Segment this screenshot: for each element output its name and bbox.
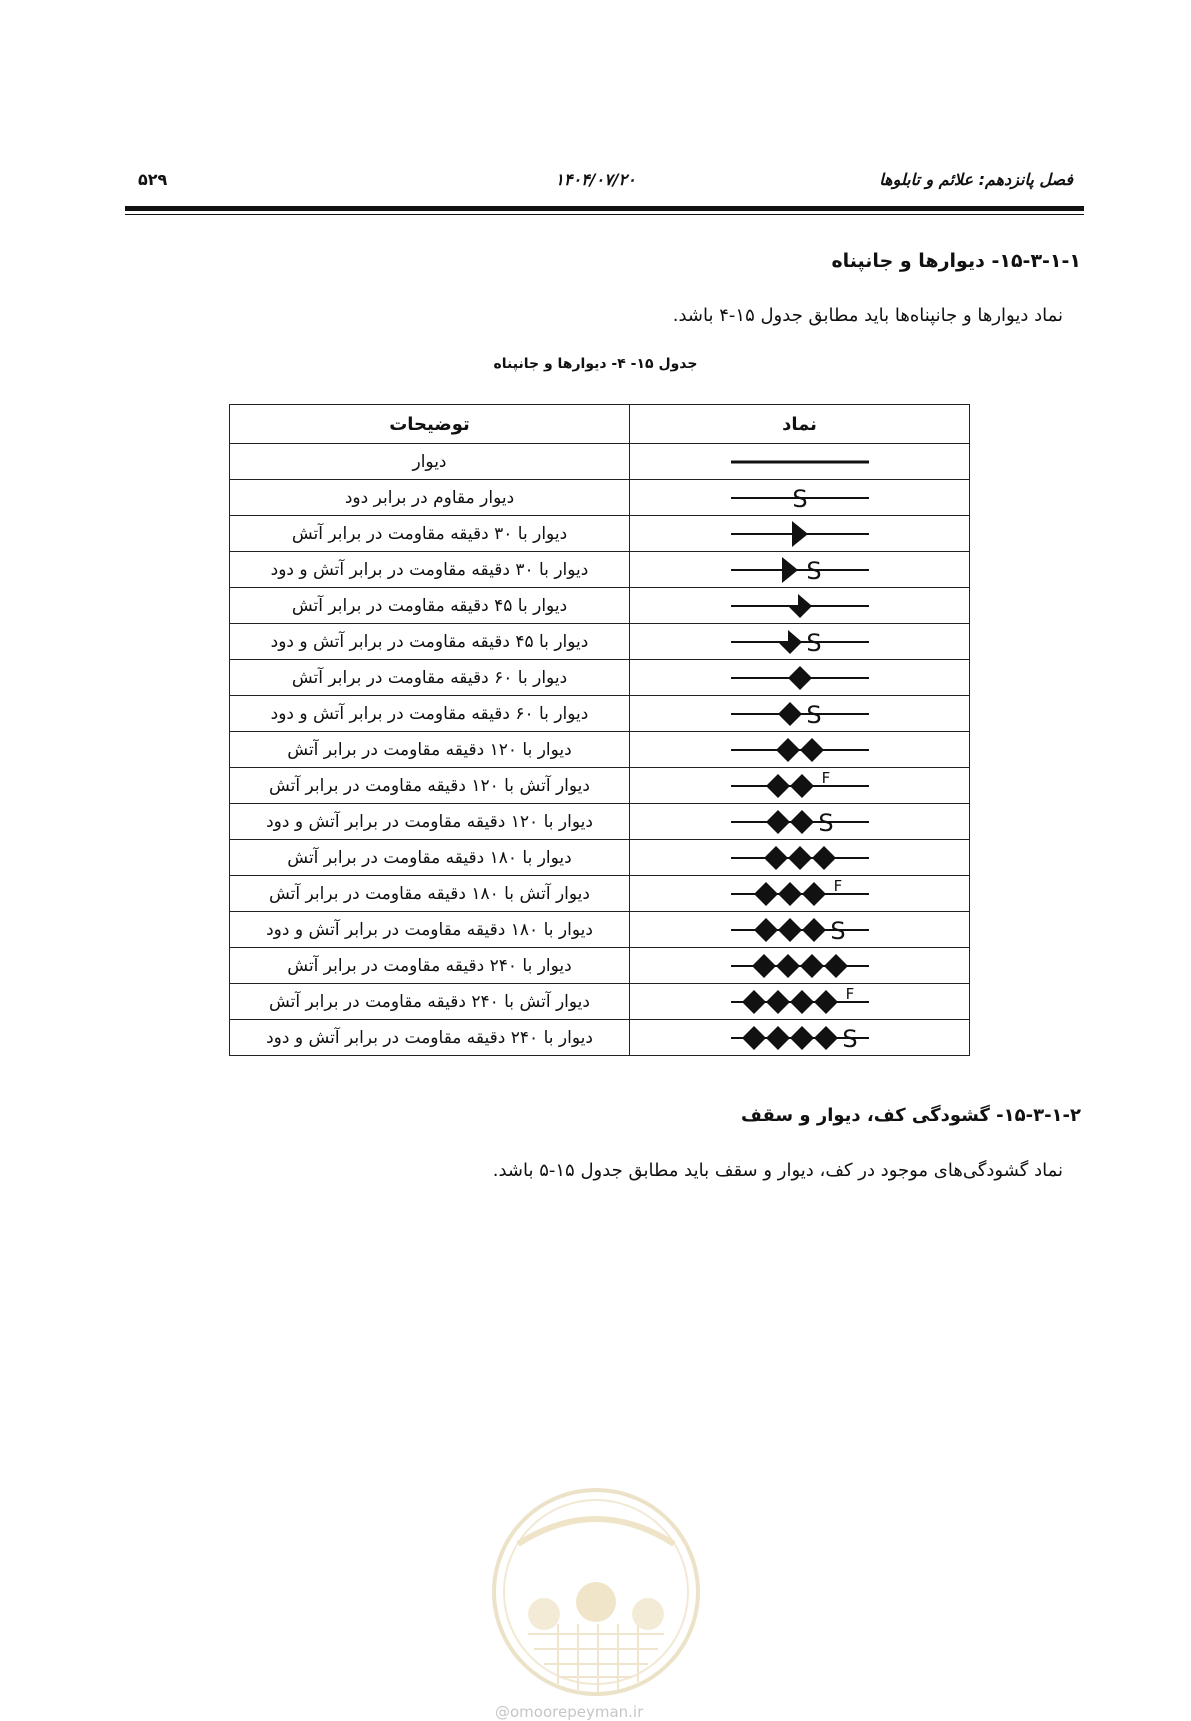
fire-marker-top — [798, 594, 812, 606]
fire-marker — [754, 882, 778, 906]
firewall-240-icon — [725, 987, 875, 1017]
wall-description: دیوار با ۱۲۰ دقیقه مقاومت در برابر آتش و دود — [230, 804, 630, 840]
fire-marker — [790, 990, 814, 1014]
wall-symbol-cell — [630, 1020, 970, 1056]
section-title-openings: ۱۵-۳-۱-۲- گشودگی کف، دیوار و سقف — [741, 1105, 1081, 1126]
table-row — [230, 444, 970, 480]
fire-marker — [742, 990, 766, 1014]
walls-legend-table — [229, 404, 970, 1056]
fire-marker — [790, 774, 814, 798]
fire-marker — [802, 882, 826, 906]
fire-marker — [790, 810, 814, 834]
fire-smoke-45-wall-icon — [725, 627, 875, 657]
wall-description: دیوار با ۴۵ دقیقه مقاومت در برابر آتش — [230, 588, 630, 624]
fire-45-wall-icon — [725, 591, 875, 621]
header-rule-thick — [125, 206, 1084, 211]
table-header-row — [230, 405, 970, 444]
table-caption: جدول ۱۵- ۴- دیوارها و جانپناه — [493, 356, 698, 372]
fire-smoke-60-wall-icon — [725, 699, 875, 729]
fire-marker — [766, 990, 790, 1014]
table-row — [230, 984, 970, 1020]
wall-description: دیوار با ۴۵ دقیقه مقاومت در برابر آتش و دود — [230, 624, 630, 660]
fire-marker — [776, 738, 800, 762]
wall-symbol-cell — [630, 984, 970, 1020]
fire-marker — [814, 1026, 838, 1050]
table-row — [230, 480, 970, 516]
table-row — [230, 516, 970, 552]
header-rule-thin — [125, 214, 1084, 215]
smoke-letter: S — [805, 556, 822, 585]
fire-marker — [802, 918, 826, 942]
table-row — [230, 876, 970, 912]
smoke-letter: S — [805, 628, 822, 657]
fire-marker — [800, 954, 824, 978]
table-row — [230, 1020, 970, 1056]
wall-symbol-cell — [630, 696, 970, 732]
fire-marker — [778, 702, 802, 726]
table-row — [230, 804, 970, 840]
fire-marker-top — [788, 630, 802, 642]
fire-marker — [778, 882, 802, 906]
wall-symbol-cell — [630, 732, 970, 768]
wall-description: دیوار با ۳۰ دقیقه مقاومت در برابر آتش و دود — [230, 552, 630, 588]
wall-symbol-cell — [630, 588, 970, 624]
section-paragraph-walls: نماد دیوارها و جانپناه‌ها باید مطابق جدول ۱۵-۴ باشد. — [672, 305, 1063, 326]
wall-symbol-cell — [630, 876, 970, 912]
fire-marker — [778, 918, 802, 942]
section-paragraph-openings: نماد گشودگی‌های موجود در کف، دیوار و سقف باید مطابق جدول ۱۵-۵ باشد. — [492, 1160, 1063, 1181]
wall-description: دیوار آتش با ۱۲۰ دقیقه مقاومت در برابر آتش — [230, 768, 630, 804]
wall-description: دیوار با ۱۸۰ دقیقه مقاومت در برابر آتش — [230, 840, 630, 876]
firewall-letter: F — [821, 770, 830, 787]
fire-marker — [782, 557, 798, 583]
fire-smoke-120-wall-icon — [725, 807, 875, 837]
watermark-site — [495, 1703, 643, 1721]
wall-symbol-cell — [630, 624, 970, 660]
fire-marker — [788, 846, 812, 870]
firewall-letter: F — [833, 878, 842, 895]
wall-description: دیوار با ۲۴۰ دقیقه مقاومت در برابر آتش و دود — [230, 1020, 630, 1056]
table-row — [230, 588, 970, 624]
fire-marker — [790, 1026, 814, 1050]
fire-marker — [764, 846, 788, 870]
fire-240-wall-icon — [725, 951, 875, 981]
smoke-letter: S — [791, 484, 808, 513]
fire-marker — [824, 954, 848, 978]
fire-120-wall-icon — [725, 735, 875, 765]
wall-description: دیوار با ۶۰ دقیقه مقاومت در برابر آتش و دود — [230, 696, 630, 732]
fire-marker — [788, 606, 812, 618]
firewall-180-icon — [725, 879, 875, 909]
firewall-120-icon — [725, 771, 875, 801]
table-row — [230, 624, 970, 660]
table-row — [230, 552, 970, 588]
smoke-letter: S — [817, 808, 834, 837]
wall-symbol-cell — [630, 516, 970, 552]
section-title-walls: ۱۵-۳-۱-۱- دیوارها و جانپناه — [831, 250, 1081, 272]
smoke-letter: S — [841, 1024, 858, 1053]
table-row — [230, 660, 970, 696]
fire-smoke-180-wall-icon — [725, 915, 875, 945]
fire-marker — [766, 810, 790, 834]
firewall-letter: F — [845, 986, 854, 1003]
fire-marker — [754, 918, 778, 942]
fire-180-wall-icon — [725, 843, 875, 873]
smoke-letter: S — [829, 916, 846, 945]
fire-60-wall-icon — [725, 663, 875, 693]
fire-smoke-30-wall-icon — [725, 555, 875, 585]
table-row — [230, 768, 970, 804]
table-body — [230, 444, 970, 1056]
column-header-symbol: نماد — [630, 405, 970, 444]
wall-description: دیوار با ۱۲۰ دقیقه مقاومت در برابر آتش — [230, 732, 630, 768]
fire-marker — [766, 1026, 790, 1050]
fire-marker — [788, 666, 812, 690]
plain-wall-icon — [725, 447, 875, 477]
wall-symbol-cell — [630, 660, 970, 696]
fire-marker — [752, 954, 776, 978]
fire-marker — [776, 954, 800, 978]
wall-symbol-cell — [630, 480, 970, 516]
fire-marker — [814, 990, 838, 1014]
wall-description: دیوار مقاوم در برابر دود — [230, 480, 630, 516]
fire-marker — [742, 1026, 766, 1050]
table-row — [230, 948, 970, 984]
table-row — [230, 696, 970, 732]
fire-marker — [812, 846, 836, 870]
page-number: ۵۲۹ — [138, 170, 168, 189]
wall-description: دیوار آتش با ۱۸۰ دقیقه مقاومت در برابر آتش — [230, 876, 630, 912]
wall-symbol-cell — [630, 840, 970, 876]
chapter-header: فصل پانزدهم: علائم و تابلوها — [879, 170, 1073, 189]
wall-symbol-cell — [630, 912, 970, 948]
wall-description: دیوار با ۶۰ دقیقه مقاومت در برابر آتش — [230, 660, 630, 696]
wall-description: دیوار با ۳۰ دقیقه مقاومت در برابر آتش — [230, 516, 630, 552]
wall-symbol-cell — [630, 768, 970, 804]
table-row — [230, 840, 970, 876]
fire-marker — [766, 774, 790, 798]
wall-symbol-cell — [630, 552, 970, 588]
watermark-site-text: omoorepeyman.ir — [510, 1703, 644, 1721]
fire-marker — [778, 642, 802, 654]
smoke-wall-icon — [725, 483, 875, 513]
fire-marker — [792, 521, 808, 547]
omoorepeyman-seal-icon — [488, 1484, 704, 1700]
wall-description: دیوار آتش با ۲۴۰ دقیقه مقاومت در برابر آتش — [230, 984, 630, 1020]
wall-description: دیوار — [230, 444, 630, 480]
wall-symbol-cell — [630, 444, 970, 480]
table-row — [230, 732, 970, 768]
column-header-description: توضیحات — [230, 405, 630, 444]
at-icon: @ — [495, 1703, 510, 1721]
header-date: ۱۴۰۴/۰۷/۲۰ — [555, 170, 636, 189]
fire-marker — [800, 738, 824, 762]
table-row — [230, 912, 970, 948]
fire-smoke-240-wall-icon — [725, 1023, 875, 1053]
wall-symbol-cell — [630, 804, 970, 840]
smoke-letter: S — [805, 700, 822, 729]
fire-30-wall-icon — [725, 519, 875, 549]
wall-description: دیوار با ۱۸۰ دقیقه مقاومت در برابر آتش و دود — [230, 912, 630, 948]
wall-description: دیوار با ۲۴۰ دقیقه مقاومت در برابر آتش — [230, 948, 630, 984]
wall-symbol-cell — [630, 948, 970, 984]
